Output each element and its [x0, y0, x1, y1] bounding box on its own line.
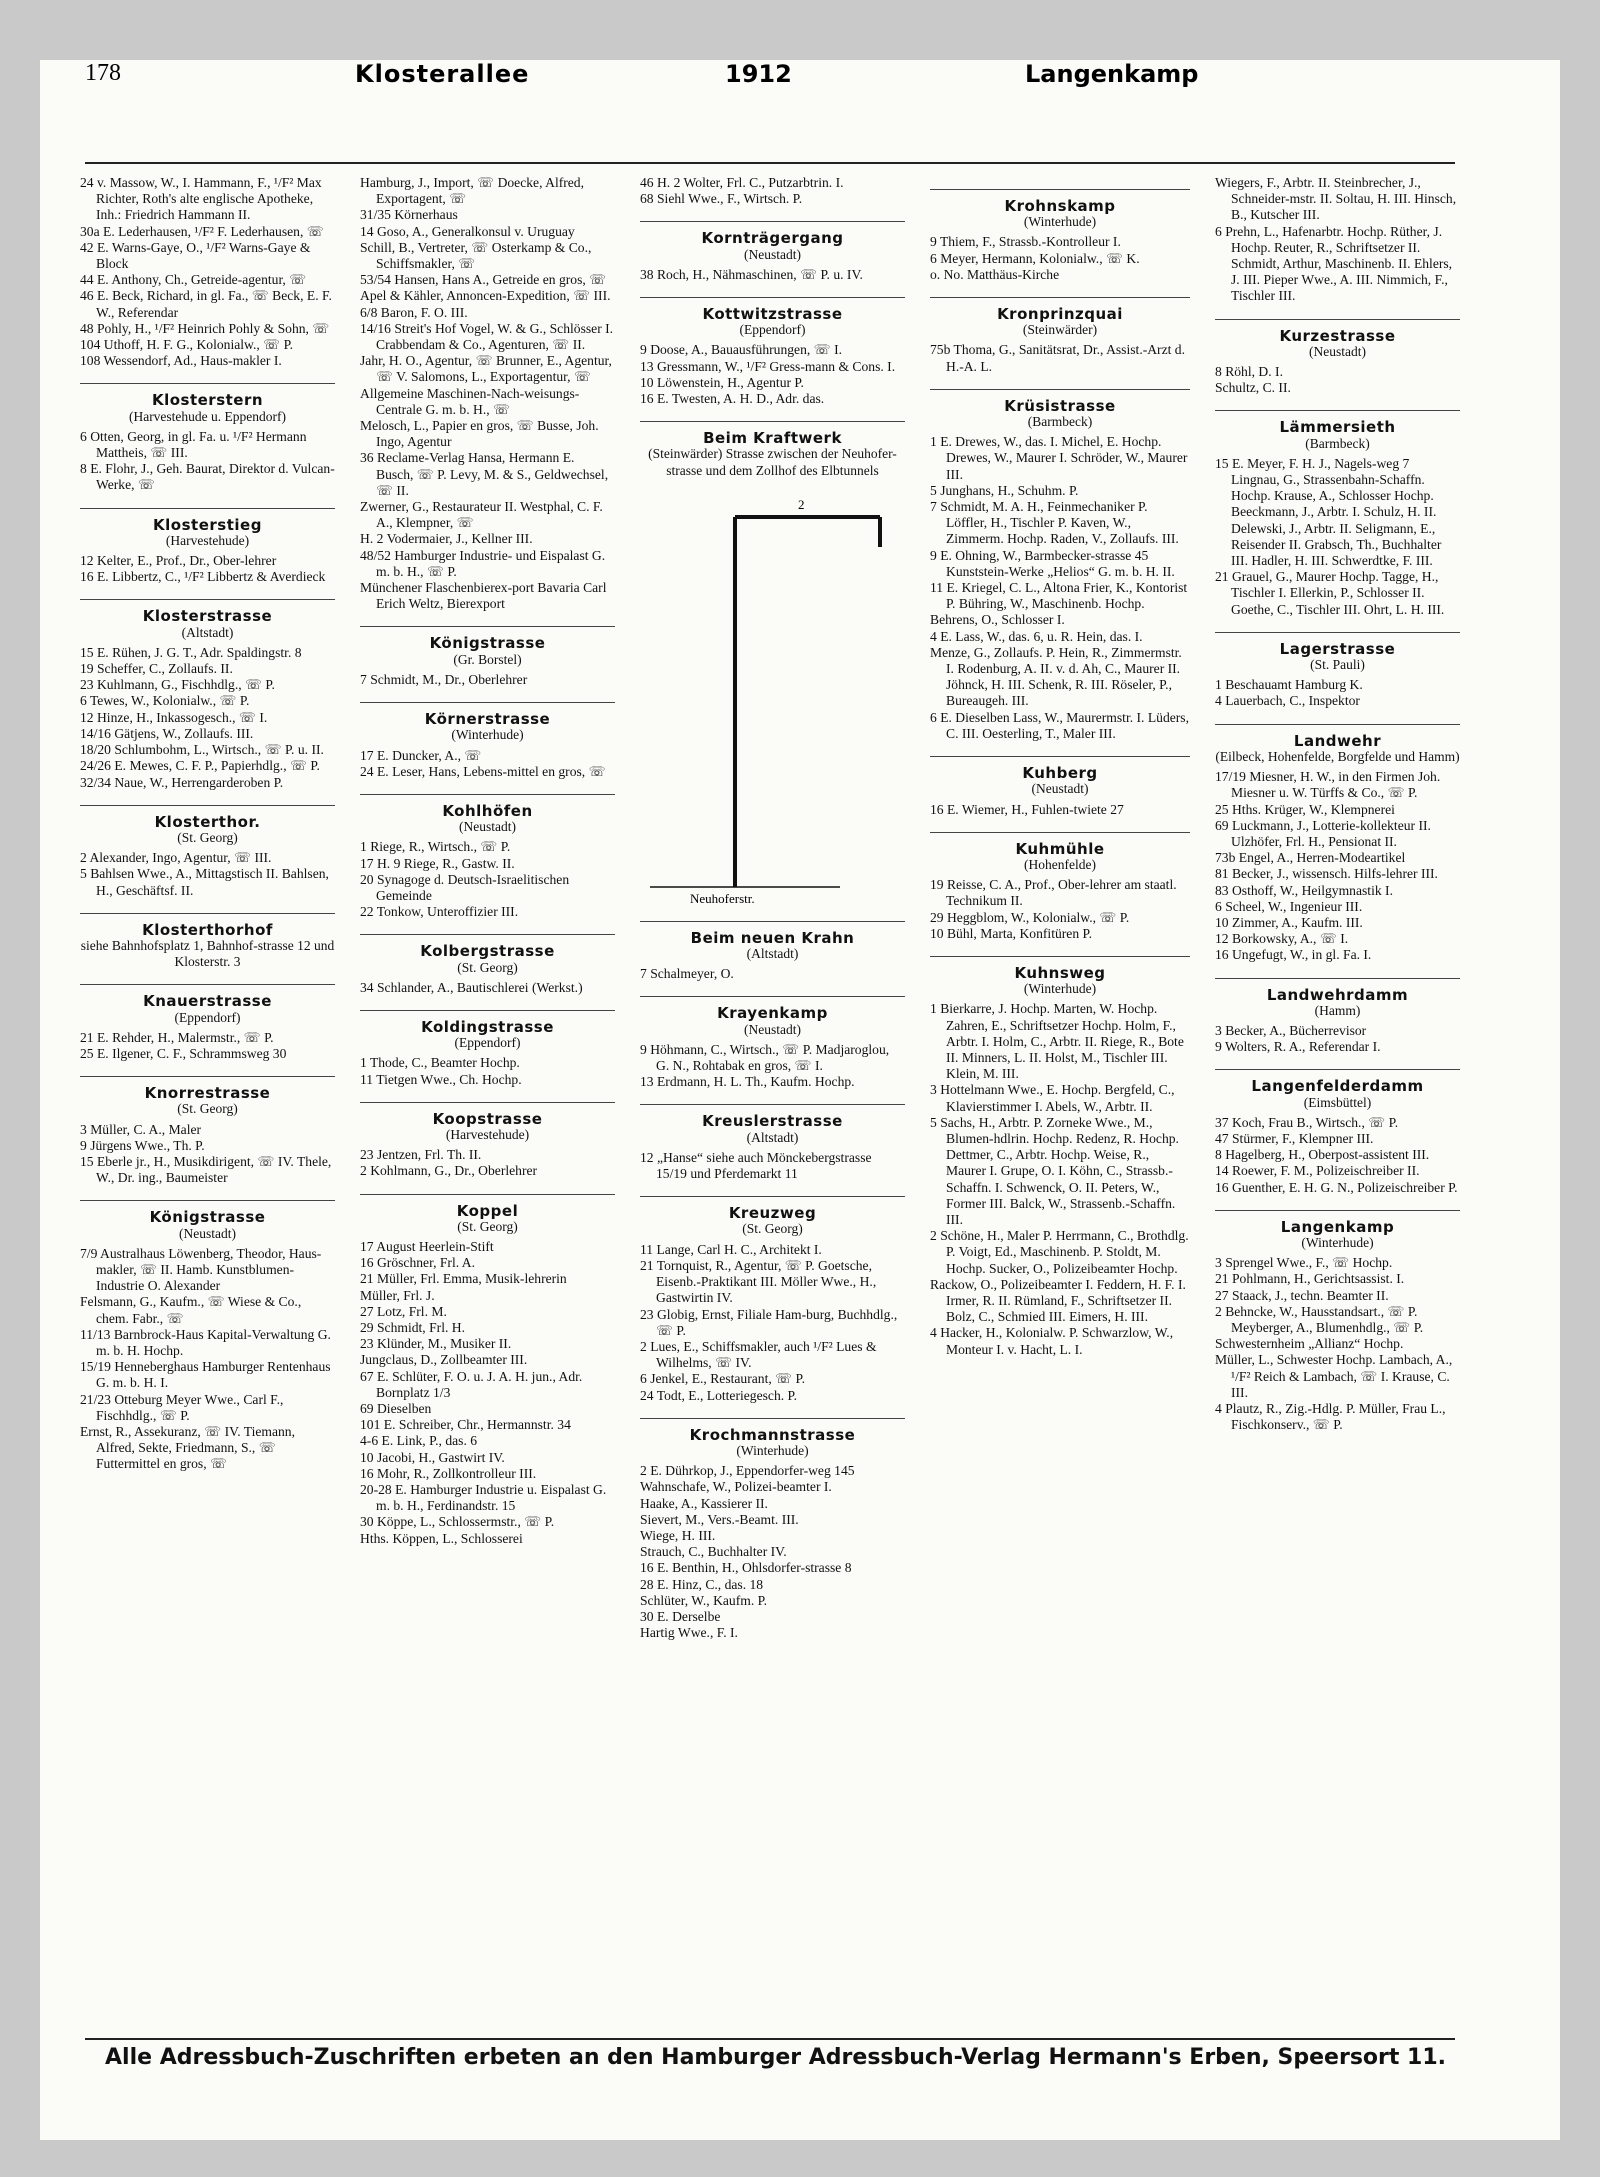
directory-entry: 13 Gressmann, W., ¹/F² Gress-mann & Cons. I.	[640, 358, 896, 374]
directory-entry: 27 Staack, J., techn. Beamter II.	[1215, 1287, 1389, 1303]
header-rule	[85, 162, 1455, 164]
district-name: (Altstadt)	[746, 946, 799, 962]
district-name: (St. Georg)	[457, 1218, 518, 1234]
directory-entry: Hartig Wwe., F. I.	[640, 1625, 738, 1641]
district-name: (St. Georg)	[742, 1221, 803, 1237]
street-diagram-svg	[640, 487, 905, 907]
street-heading	[360, 934, 615, 975]
street-heading	[640, 1104, 905, 1145]
directory-entry: 23 Globig, Ernst, Filiale Ham-burg, Buchhdlg., ☏ P.	[640, 1306, 898, 1338]
directory-entry: 19 Scheffer, C., Zollaufs. II.	[80, 661, 233, 677]
street-heading	[1215, 724, 1460, 765]
directory-entry: Apel & Kähler, Annoncen-Expedition, ☏ III.	[360, 288, 611, 304]
street-heading	[360, 794, 615, 835]
district-name: (Harvestehude u. Eppendorf)	[128, 408, 287, 424]
directory-entry: Jungclaus, D., Zollbeamter III.	[360, 1352, 528, 1368]
directory-entry: 37 Koch, Frau B., Wirtsch., ☏ P.	[1215, 1114, 1399, 1130]
directory-entry: Wiegers, F., Arbtr. II. Steinbrecher, J., Schneider-mstr. II. Soltau, H. III. Hinsch, B., Kutscher III.	[1215, 175, 1457, 223]
directory-entry: 69 Dieselben	[360, 1401, 432, 1416]
directory-entry: 2 Alexander, Ingo, Agentur, ☏ III.	[80, 850, 272, 866]
directory-entry: 20 Synagoge d. Deutsch-Israelitischen Gemeinde	[360, 871, 570, 903]
page-header	[55, 60, 1455, 100]
directory-columns	[80, 175, 1460, 2035]
directory-entry: 73b Engel, A., Herren-Modeartikel	[1215, 850, 1406, 866]
directory-entry: Hths. Köppen, L., Schlosserei	[360, 1530, 523, 1546]
footer-rule	[85, 2038, 1455, 2040]
directory-entry: 12 Borkowsky, A., ☏ I.	[1215, 931, 1349, 947]
district-name: (Barmbeck)	[1305, 435, 1370, 451]
directory-entry: 12 Hinze, H., Inkassogesch., ☏ I.	[80, 709, 268, 725]
street-name: Kottwitzstrasse	[702, 305, 843, 324]
directory-entry: 8 Röhl, D. I.	[1215, 364, 1283, 380]
directory-entry: 7 Schalmeyer, O.	[640, 966, 734, 982]
district-name: (Altstadt)	[181, 624, 234, 640]
street-heading	[1215, 978, 1460, 1019]
district-name: (Eppendorf)	[739, 322, 806, 338]
street-heading	[80, 599, 335, 640]
directory-entry: 38 Roch, H., Nähmaschinen, ☏ P. u. IV.	[640, 266, 863, 282]
directory-entry: Sievert, M., Vers.-Beamt. III.	[640, 1511, 799, 1527]
street-heading	[1215, 1210, 1460, 1251]
directory-entry: 29 Heggblom, W., Kolonialw., ☏ P.	[930, 909, 1130, 925]
directory-entry: 6 Scheel, W., Ingenieur III.	[1215, 898, 1363, 914]
directory-entry: 44 E. Anthony, Ch., Getreide-agentur, ☏	[80, 272, 307, 288]
directory-entry: 9 Thiem, F., Strassb.-Kontrolleur I.	[930, 234, 1121, 250]
directory-entry: 21 E. Rehder, H., Malermstr., ☏ P.	[80, 1029, 274, 1045]
directory-entry: 24 E. Leser, Hans, Lebens-mittel en gros, ☏	[360, 763, 606, 779]
directory-entry: 14 Roewer, F. M., Polizeischreiber II.	[1215, 1163, 1420, 1179]
street-name: Kurzestrasse	[1279, 326, 1396, 345]
diagram-number-label: 2	[798, 496, 805, 512]
directory-entry: 48/52 Hamburger Industrie- und Eispalast G. m. b. H., ☏ P.	[360, 547, 606, 579]
district-name: (Winterhude)	[1023, 214, 1097, 230]
diagram-street-label: Neuhoferstr.	[690, 890, 755, 906]
directory-entry: 47 Stürmer, F., Klempner III.	[1215, 1130, 1374, 1146]
directory-entry: 6/8 Baron, F. O. III.	[360, 304, 468, 320]
directory-entry: 9 Doose, A., Bauausführungen, ☏ I.	[640, 342, 842, 358]
directory-entry: 8 Hagelberg, H., Oberpost-assistent III.	[1215, 1147, 1430, 1163]
directory-entry: 16 E. Benthin, H., Ohlsdorfer-strasse 8	[640, 1560, 852, 1576]
directory-entry: 1 Thode, C., Beamter Hochp.	[360, 1055, 520, 1071]
directory-entry: 2 Schöne, H., Maler P. Herrmann, C., Brothdlg. P. Voigt, Ed., Maschinenb. P. Stoldt, M. Hochp. Sucker, O., Polizeibeamter Hochp.	[930, 1228, 1189, 1276]
street-heading	[360, 1194, 615, 1235]
directory-entry: Schwesternheim „Allianz“ Hochp.	[1215, 1336, 1404, 1352]
directory-entry: o. No. Matthäus-Kirche	[930, 266, 1060, 282]
directory-entry: 14/16 Streit's Hof Vogel, W. & G., Schlösser I. Crabbendam & Co., Agenturen, ☏ II.	[360, 320, 614, 353]
directory-entry: 104 Uthoff, H. F. G., Kolonialw., ☏ P.	[80, 337, 294, 353]
district-name: (Eppendorf)	[454, 1035, 521, 1051]
directory-entry: Zwerner, G., Restaurateur II. Westphal, C. F. A., Klempner, ☏	[360, 499, 603, 531]
street-name: Koopstrasse	[432, 1109, 543, 1128]
directory-entry: 5 Bahlsen Wwe., A., Mittagstisch II. Bahlsen, H., Geschäftsf. II.	[80, 866, 329, 898]
directory-entry: 81 Becker, J., wissensch. Hilfs-lehrer III.	[1215, 866, 1438, 882]
street-name: Klosterstern	[151, 391, 264, 410]
directory-entry: 34 Schlander, A., Bautischlerei (Werkst.)	[360, 979, 583, 995]
directory-entry: 7 Schmidt, M. A. H., Feinmechaniker P. Löffler, H., Tischler P. Kaven, W., Zimmerm. Hochp. Raden, V., Zollaufs. III.	[930, 499, 1179, 547]
directory-entry: 17/19 Miesner, H. W., in den Firmen Joh. Miesner u. W. Türffs & Co., ☏ P.	[1215, 769, 1441, 801]
directory-entry: 7/9 Australhaus Löwenberg, Theodor, Haus-makler, ☏ II. Hamb. Kunstblumen-Industrie O. Alexander	[80, 1245, 322, 1294]
directory-entry: 11 Lange, Carl H. C., Architekt I.	[640, 1241, 822, 1257]
street-heading	[360, 702, 615, 743]
directory-entry: Rackow, O., Polizeibeamter I. Feddern, H. F. I. Irmer, R. II. Rümland, F., Schriftsetzer II. Bolz, C., Schmied III. Eimers, H. III.	[930, 1276, 1186, 1325]
district-name: (Altstadt)	[746, 1129, 799, 1145]
directory-entry: 6 Otten, Georg, in gl. Fa. u. ¹/F² Hermann Mattheis, ☏ III.	[80, 428, 307, 461]
directory-entry: Jahr, H. O., Agentur, ☏ Brunner, E., Agentur, ☏ V. Salomons, L., Exportagentur, ☏	[360, 353, 612, 385]
directory-entry: 4 Plautz, R., Zig.-Hdlg. P. Müller, Frau L., Fischkonserv., ☏ P.	[1215, 1401, 1446, 1433]
street-heading	[930, 756, 1190, 797]
directory-entry: 46 H. 2 Wolter, Frl. C., Putzarbtrin. I.	[640, 175, 844, 190]
directory-entry: 4-6 E. Link, P., das. 6	[360, 1433, 478, 1449]
street-name: Körnerstrasse	[424, 710, 551, 729]
directory-entry: 10 Löwenstein, H., Agentur P.	[640, 374, 804, 390]
street-heading	[640, 1196, 905, 1237]
directory-entry: 11/13 Barnbrock-Haus Kapital-Verwaltung G. m. b. H. Hochp.	[80, 1326, 331, 1358]
street-name: Klosterthorhof	[142, 920, 273, 939]
directory-entry: 9 Höhmann, C., Wirtsch., ☏ P. Madjaroglou, G. N., Rohtabak en gros, ☏ I.	[640, 1041, 890, 1074]
street-name: Landwehrdamm	[1266, 985, 1409, 1004]
directory-entry: Melosch, L., Papier en gros, ☏ Busse, Joh. Ingo, Agentur	[360, 418, 599, 450]
directory-entry: 22 Tonkow, Unteroffizier III.	[360, 904, 519, 920]
district-name: (St. Georg)	[457, 959, 518, 975]
street-name: Kornträgergang	[701, 229, 844, 248]
directory-entry: 15 E. Meyer, F. H. J., Nagels-weg 7 Lingnau, G., Strassenbahn-Schaffn. Hochp. Krause, A., Schlosser Hochp. Beeckmann, J., Arbtr. I. Schulz, H. II. Delewski, J., Arbtr. II. Seligmann, E., Reisender II. Grabsch, Th., Buchhalter III. Hadler, H. III. Schwerdtke, F. III.	[1215, 455, 1442, 569]
column-1	[80, 175, 335, 2035]
directory-entry: 10 Zimmer, A., Kaufm. III.	[1215, 914, 1363, 930]
street-heading	[360, 1010, 615, 1051]
district-name: (Harvestehude)	[165, 532, 250, 548]
directory-entry: 29 Schmidt, Frl. H.	[360, 1319, 465, 1335]
directory-entry: 53/54 Hansen, Hans A., Getreide en gros, ☏	[360, 272, 607, 288]
street-heading	[640, 1418, 905, 1459]
directory-entry: 21 Tornquist, R., Agentur, ☏ P. Goetsche, Eisenb.-Praktikant III. Möller Wwe., H., Gastwirtin IV.	[640, 1257, 877, 1306]
directory-entry: 2 Behncke, W., Hausstandsart., ☏ P. Meyberger, A., Blumenhdlg., ☏ P.	[1215, 1303, 1424, 1335]
district-name: (Neustadt)	[1031, 781, 1089, 797]
directory-entry: 25 Hths. Krüger, W., Klempnerei	[1215, 801, 1395, 817]
directory-entry: 15/19 Henneberghaus Hamburger Rentenhaus G. m. b. H. I.	[80, 1359, 331, 1391]
directory-entry: 9 Wolters, R. A., Referendar I.	[1215, 1039, 1381, 1055]
district-name: (Steinwärder)	[1022, 322, 1098, 338]
directory-entry: 32/34 Naue, W., Herrengarderoben P.	[80, 774, 284, 790]
district-name: (Neustadt)	[179, 1225, 236, 1241]
street-heading	[1215, 319, 1460, 360]
directory-entry: H. 2 Vodermaier, J., Kellner III.	[360, 531, 533, 547]
street-heading	[640, 996, 905, 1037]
directory-entry: 83 Osthoff, W., Heilgymnastik I.	[1215, 882, 1393, 898]
directory-entry: Strauch, C., Buchhalter IV.	[640, 1544, 787, 1560]
street-name: Langenfelderdamm	[1251, 1077, 1424, 1096]
directory-entry: Schlüter, W., Kaufm. P.	[640, 1592, 768, 1608]
directory-entry: 21 Müller, Frl. Emma, Musik-lehrerin	[360, 1271, 567, 1287]
directory-entry: 31/35 Körnerhaus	[360, 207, 458, 223]
district-name: (Eppendorf)	[174, 1009, 241, 1025]
header-right-keyword: Langenkamp	[1025, 60, 1199, 88]
street-heading	[930, 832, 1190, 873]
street-name: Kuhberg	[1022, 764, 1098, 783]
directory-entry: 10 Bühl, Marta, Konfitüren P.	[930, 925, 1092, 941]
directory-entry: 23 Kuhlmann, G., Fischhdlg., ☏ P.	[80, 677, 275, 693]
directory-entry: 16 Guenther, E. H. G. N., Polizeischreiber P.	[1215, 1179, 1458, 1195]
district-name: siehe Bahnhofsplatz 1, Bahnhof-strasse 12 und Klosterstr. 3	[80, 937, 335, 970]
directory-entry: 3 Hottelmann Wwe., E. Hochp. Bergfeld, C., Klavierstimmer I. Abels, W., Arbtr. II.	[930, 1082, 1175, 1114]
street-name: Knauerstrasse	[143, 992, 272, 1011]
street-name: Klosterstrasse	[142, 607, 273, 626]
directory-entry: 19 Reisse, C. A., Prof., Ober-lehrer am staatl. Technikum II.	[930, 877, 1177, 909]
directory-entry: 67 E. Schlüter, F. O. u. J. A. H. jun., Adr. Bornplatz 1/3	[360, 1368, 583, 1400]
street-name: Königstrasse	[149, 1208, 266, 1227]
directory-entry: 25 E. Ilgener, C. F., Schrammsweg 30	[80, 1045, 287, 1061]
directory-entry: 10 Jacobi, H., Gastwirt IV.	[360, 1449, 505, 1465]
street-name: Lämmersieth	[1279, 418, 1396, 437]
district-name: (Neustadt)	[744, 1021, 801, 1037]
district-name: (Gr. Borstel)	[453, 651, 522, 667]
directory-entry: Wahnschafe, W., Polizei-beamter I.	[640, 1479, 832, 1495]
street-name: Koldingstrasse	[421, 1017, 554, 1036]
street-name: Langenkamp	[1280, 1217, 1395, 1236]
district-name: (Hohenfelde)	[1024, 856, 1096, 872]
district-name: (St. Georg)	[177, 1101, 238, 1117]
directory-entry: 30 E. Derselbe	[640, 1608, 721, 1624]
directory-entry: 20-28 E. Hamburger Industrie u. Eispalast G. m. b. H., Ferdinandstr. 15	[360, 1482, 607, 1514]
street-name: Kronprinzquai	[997, 305, 1123, 324]
street-name: Kuhnsweg	[1014, 963, 1106, 982]
directory-entry: 8 E. Flohr, J., Geh. Baurat, Direktor d. Vulcan-Werke, ☏	[80, 461, 335, 493]
directory-entry: Haake, A., Kassierer II.	[640, 1495, 768, 1511]
directory-entry: 5 Junghans, H., Schuhm. P.	[930, 482, 1079, 498]
district-name: (Eilbeck, Hohenfelde, Borgfelde und Hamm)	[1215, 748, 1460, 764]
directory-entry: 17 E. Duncker, A., ☏	[360, 747, 482, 763]
directory-entry: 12 Kelter, E., Prof., Dr., Ober-lehrer	[80, 553, 277, 569]
directory-entry: 16 Mohr, R., Zollkontrolleur III.	[360, 1465, 537, 1481]
directory-entry: 9 E. Ohning, W., Barmbecker-strasse 45 Kunststein-Werke „Helios“ G. m. b. H. II.	[930, 547, 1175, 579]
street-heading	[80, 508, 335, 549]
street-heading	[640, 921, 905, 962]
directory-entry: 21 Grauel, G., Maurer Hochp. Tagge, H., Tischler I. Ellerkin, P., Schlosser II. Goethe, C., Tischler III. Ohrt, L. H. III.	[1215, 569, 1445, 617]
street-name: Landwehr	[1293, 731, 1382, 750]
directory-entry: 1 Riege, R., Wirtsch., ☏ P.	[360, 839, 511, 855]
directory-entry: 11 Tietgen Wwe., Ch. Hochp.	[360, 1071, 522, 1087]
directory-entry: Münchener Flaschenbierex-port Bavaria Carl Erich Weltz, Bierexport	[360, 580, 607, 612]
column-4	[930, 175, 1190, 2035]
column-5	[1215, 175, 1460, 2035]
street-heading	[80, 383, 335, 424]
directory-entry: 23 Klünder, M., Musiker II.	[360, 1336, 512, 1352]
directory-entry: 48 Pohly, H., ¹/F² Heinrich Pohly & Sohn, ☏	[80, 320, 330, 336]
directory-entry: 15 E. Rühen, J. G. T., Adr. Spaldingstr. 8	[80, 644, 302, 660]
street-name: Kohlhöfen	[442, 801, 533, 820]
street-name: Krüsistrasse	[1004, 396, 1116, 415]
street-heading	[1215, 632, 1460, 673]
directory-entry: 11 E. Kriegel, C. L., Altona Frier, K., Kontorist P. Bühring, W., Maschinenb. Hochp.	[930, 580, 1188, 612]
district-name: (Harvestehude)	[445, 1126, 530, 1142]
directory-entry: 30 Köppe, L., Schlossermstr., ☏ P.	[360, 1514, 555, 1530]
directory-entry: 15 Eberle jr., H., Musikdirigent, ☏ IV. Thele, W., Dr. ing., Baumeister	[80, 1153, 332, 1186]
directory-entry: 24 Todt, E., Lotteriegesch. P.	[640, 1387, 797, 1403]
street-heading	[80, 984, 335, 1025]
directory-entry: 17 H. 9 Riege, R., Gastw. II.	[360, 855, 515, 871]
district-name: (St. Georg)	[177, 829, 238, 845]
district-name: (Eimsbüttel)	[1303, 1094, 1372, 1110]
directory-entry: 30a E. Lederhausen, ¹/F² F. Lederhausen, ☏	[80, 223, 324, 239]
district-name: (Winterhude)	[451, 727, 524, 743]
directory-entry: 4 Hacker, H., Kolonialw. P. Schwarzlow, W., Monteur I. v. Hacht, L. I.	[930, 1325, 1174, 1357]
directory-entry: Ernst, R., Assekuranz, ☏ IV. Tiemann, Alfred, Sekte, Friedmann, S., ☏ Futtermittel en gros, ☏	[80, 1424, 295, 1472]
directory-entry: 5 Sachs, H., Arbtr. P. Zorneke Wwe., M., Blumen-hdlrin. Hochp. Redenz, R. Hochp. Dettmer, C., Arbtr. Hochp. Weise, R., Maurer I. Grupe, O. I. Köhn, C., Strassb.-Schaffn. I. Schwenck, O. II. Peters, W., Former III. Balck, W., Strassenb.-Schaffn. III.	[930, 1114, 1179, 1227]
directory-entry: 4 E. Lass, W., das. 6, u. R. Hein, das. I.	[930, 628, 1143, 644]
directory-entry: 27 Lotz, Frl. M.	[360, 1303, 447, 1319]
street-heading	[930, 389, 1190, 430]
column-2	[360, 175, 615, 2035]
street-name: Kolbergstrasse	[420, 942, 555, 961]
street-heading	[1215, 410, 1460, 451]
district-name: (Neustadt)	[1309, 343, 1366, 359]
directory-entry: 1 Beschauamt Hamburg K.	[1215, 677, 1363, 693]
header-year: 1912	[725, 60, 792, 88]
street-heading	[1215, 1069, 1460, 1110]
directory-entry: 4 Lauerbach, C., Inspektor	[1215, 693, 1360, 709]
district-name: (Steinwärder) Strasse zwischen der Neuhofer-strasse und dem Zollhof des Elbtunnels	[648, 446, 897, 478]
district-name: (St. Pauli)	[1310, 657, 1365, 673]
directory-entry: Allgemeine Maschinen-Nach-weisungs-Centrale G. m. b. H., ☏	[360, 385, 580, 417]
street-name: Klosterstieg	[153, 515, 262, 534]
directory-entry: 3 Sprengel Wwe., F., ☏ Hochp.	[1215, 1255, 1393, 1271]
directory-entry: 7 Schmidt, M., Dr., Oberlehrer	[360, 671, 528, 687]
footer-notice: Alle Adressbuch-Zuschriften erbeten an den Hamburger Adressbuch-Verlag Hermann's Erben, Speersort 11.	[105, 2045, 1447, 2070]
directory-entry: 6 Meyer, Hermann, Kolonialw., ☏ K.	[930, 250, 1140, 266]
directory-entry: 6 Prehn, L., Hafenarbtr. Hochp. Rüther, J. Hochp. Reuter, R., Schriftsetzer II. Schmidt, Arthur, Maschinenb. II. Ehlers, J. III. Pieper Wwe., A. III. Nimmich, F., Tischler III.	[1215, 223, 1453, 304]
directory-entry: 69 Luckmann, J., Lotterie-kollekteur II. Ulzhöfer, Frl. H., Pensionat II.	[1215, 817, 1431, 849]
directory-entry: 16 E. Twesten, A. H. D., Adr. das.	[640, 391, 825, 407]
street-heading	[80, 805, 335, 846]
directory-entry: 3 Becker, A., Bücherrevisor	[1215, 1022, 1367, 1038]
street-heading	[640, 221, 905, 262]
street-name: Beim Kraftwerk	[703, 429, 842, 448]
directory-entry: 46 E. Beck, Richard, in gl. Fa., ☏ Beck, E. F. W., Referendar	[80, 288, 332, 320]
directory-entry: 16 E. Wiemer, H., Fuhlen-twiete 27	[930, 801, 1124, 817]
directory-entry: 14/16 Gätjens, W., Zollaufs. III.	[80, 725, 254, 741]
directory-entry: 21/23 Otteburg Meyer Wwe., Carl F., Fischhdlg., ☏ P.	[80, 1391, 284, 1423]
directory-entry: 3 Müller, C. A., Maler	[80, 1121, 202, 1137]
directory-entry: Wiege, H. III.	[640, 1527, 716, 1543]
directory-entry: 16 Gröschner, Frl. A.	[360, 1255, 475, 1271]
directory-entry: 21 Pohlmann, H., Gerichtsassist. I.	[1215, 1271, 1405, 1287]
district-name: (Hamm)	[1314, 1002, 1361, 1018]
directory-entry: Behrens, O., Schlosser I.	[930, 612, 1065, 628]
directory-entry: Menze, G., Zollaufs. P. Hein, R., Zimmermstr. I. Rodenburg, A. II. v. d. Ah, C., Maurer II. Jöhnck, H. III. Schenk, R. III. Röseler, P., Bureaugeh. III.	[930, 644, 1182, 709]
street-heading	[930, 297, 1190, 338]
street-name: Kreuslerstrasse	[702, 1112, 843, 1131]
street-heading	[360, 1102, 615, 1143]
directory-entry: 75b Thoma, G., Sanitätsrat, Dr., Assist.-Arzt d. H.-A. L.	[930, 342, 1185, 374]
street-name: Klosterthor.	[154, 812, 261, 831]
street-name: Koppel	[456, 1201, 519, 1220]
street-heading	[360, 626, 615, 667]
street-heading	[930, 956, 1190, 997]
street-name: Krayenkamp	[717, 1004, 828, 1023]
street-name: Kreuzweg	[728, 1204, 817, 1223]
street-heading	[640, 421, 905, 479]
directory-entry: 18/20 Schlumbohm, L., Wirtsch., ☏ P. u. II.	[80, 742, 324, 758]
directory-entry: 6 E. Dieselben Lass, W., Maurermstr. I. Lüders, C. III. Oesterling, T., Maler III.	[930, 709, 1189, 741]
directory-entry: 42 E. Warns-Gaye, O., ¹/F² Warns-Gaye & Block	[80, 239, 311, 272]
directory-entry: 101 E. Schreiber, Chr., Hermannstr. 34	[360, 1417, 571, 1433]
header-left-keyword: Klosterallee	[355, 60, 530, 88]
directory-entry: 28 E. Hinz, C., das. 18	[640, 1576, 764, 1592]
district-name: (Winterhude)	[736, 1442, 809, 1458]
directory-entry: Schultz, C. II.	[1215, 380, 1291, 396]
directory-entry: Müller, L., Schwester Hochp. Lambach, A., ¹/F² Reich & Lambach, ☏ I. Krause, C. III.	[1215, 1352, 1453, 1400]
directory-entry: Müller, Frl. J.	[360, 1287, 435, 1303]
street-name: Knorrestrasse	[144, 1084, 271, 1103]
column-3	[640, 175, 905, 2035]
directory-entry: 12 „Hanse“ siehe auch Mönckebergstrasse 15/19 und Pferdemarkt 11	[640, 1149, 872, 1182]
district-name: (Neustadt)	[459, 819, 516, 835]
directory-entry: 23 Jentzen, Frl. Th. II.	[360, 1147, 482, 1163]
directory-entry: 2 Kohlmann, G., Dr., Oberlehrer	[360, 1163, 538, 1179]
directory-entry: Felsmann, G., Kaufm., ☏ Wiese & Co., chem. Fabr., ☏	[80, 1294, 302, 1326]
directory-entry: 1 Bierkarre, J. Hochp. Marten, W. Hochp. Zahren, E., Schriftsetzer Hochp. Holm, F., Arbtr. I. Holm, C., Arbtr. II. Riege, R., Bote II. Minners, L. II. Holst, M., Tischler III. Klein, M. III.	[930, 1001, 1184, 1082]
street-heading	[80, 1200, 335, 1241]
directory-entry: 68 Siehl Wwe., F., Wirtsch. P.	[640, 191, 803, 207]
district-name: (Winterhude)	[1023, 981, 1097, 997]
directory-entry: 16 Ungefugt, W., in gl. Fa. I.	[1215, 947, 1372, 963]
directory-entry: 13 Erdmann, H. L. Th., Kaufm. Hochp.	[640, 1074, 855, 1090]
street-name: Lagerstrasse	[1279, 639, 1396, 658]
street-diagram	[640, 487, 905, 907]
street-heading	[80, 913, 335, 971]
directory-entry: 24 v. Massow, W., I. Hammann, F., ¹/F² Max Richter, Roth's alte englische Apotheke, Inh.: Friedrich Hammann II.	[80, 175, 322, 223]
street-heading	[640, 297, 905, 338]
directory-entry: 2 Lues, E., Schiffsmakler, auch ¹/F² Lues & Wilhelms, ☏ IV.	[640, 1338, 877, 1371]
street-name: Königstrasse	[429, 634, 546, 653]
directory-entry: 2 E. Dührkop, J., Eppendorfer-weg 145	[640, 1463, 855, 1479]
street-heading	[930, 189, 1190, 230]
district-name: (Neustadt)	[744, 246, 801, 262]
directory-entry: 108 Wessendorf, Ad., Haus-makler I.	[80, 353, 282, 369]
district-name: (Winterhude)	[1301, 1234, 1374, 1250]
directory-entry: Hamburg, J., Import, ☏ Doecke, Alfred, Exportagent, ☏	[360, 175, 585, 207]
directory-entry: Schill, B., Vertreter, ☏ Osterkamp & Co., Schiffsmakler, ☏	[360, 239, 592, 272]
directory-entry: 6 Jenkel, E., Restaurant, ☏ P.	[640, 1371, 805, 1387]
street-name: Krohnskamp	[1004, 197, 1116, 215]
street-heading	[80, 1076, 335, 1117]
street-name: Krochmannstrasse	[689, 1425, 856, 1444]
page-number: 178	[85, 60, 121, 86]
street-name: Beim neuen Krahn	[690, 928, 855, 947]
directory-entry: 9 Jürgens Wwe., Th. P.	[80, 1137, 205, 1153]
directory-entry: 24/26 E. Mewes, C. F. P., Papierhdlg., ☏ P.	[80, 758, 320, 774]
directory-entry: 1 E. Drewes, W., das. I. Michel, E. Hochp. Drewes, W., Maurer I. Schröder, W., Maurer III.	[930, 434, 1188, 482]
directory-entry: 17 August Heerlein-Stift	[360, 1238, 494, 1254]
street-name: Kuhmühle	[1015, 839, 1105, 858]
directory-entry: 6 Tewes, W., Kolonialw., ☏ P.	[80, 693, 250, 709]
directory-entry: 36 Reclame-Verlag Hansa, Hermann E. Busch, ☏ P. Levy, M. & S., Geldwechsel, ☏ II.	[360, 450, 609, 498]
district-name: (Barmbeck)	[1027, 414, 1093, 430]
directory-entry: 14 Goso, A., Generalkonsul v. Uruguay	[360, 223, 575, 239]
directory-entry: 16 E. Libbertz, C., ¹/F² Libbertz & Averdieck	[80, 569, 326, 585]
